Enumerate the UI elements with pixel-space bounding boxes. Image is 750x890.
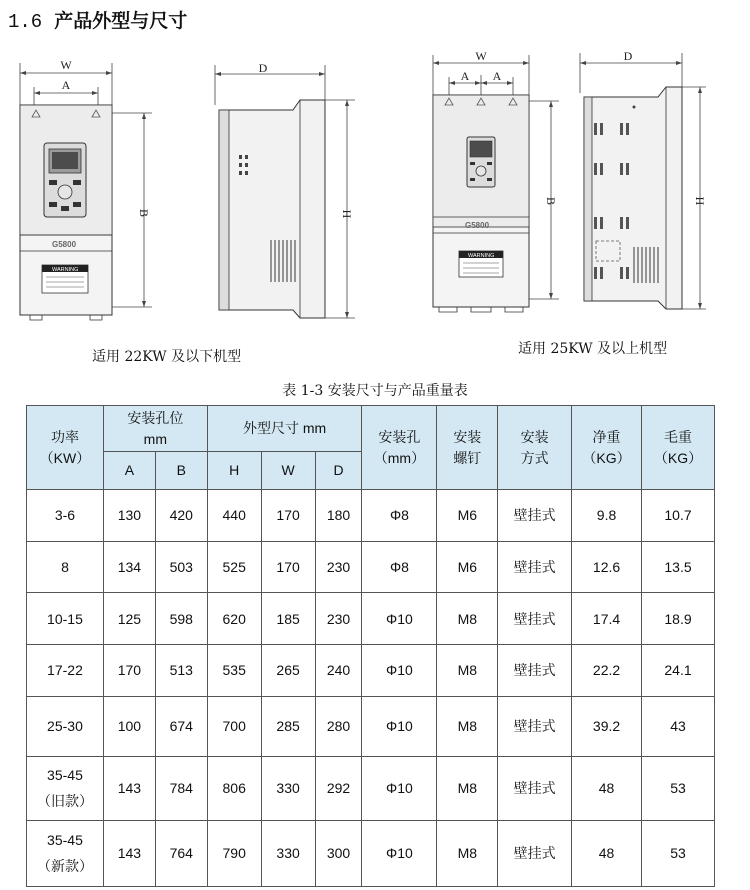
small-model-caption: 适用 22KW 及以下机型 (92, 349, 242, 365)
cell-w: 330 (261, 820, 315, 886)
cell-a: 100 (103, 696, 155, 756)
cell-hole: Φ10 (362, 645, 437, 697)
table-row (27, 820, 715, 886)
cell-d: 230 (315, 541, 362, 593)
cell-method: 壁挂式 (498, 645, 572, 697)
header-mount-group: 安装孔位 mm (103, 406, 207, 452)
cell-a: 143 (103, 756, 155, 820)
cell-d: 292 (315, 756, 362, 820)
cell-w: 265 (261, 645, 315, 697)
cell-b: 513 (155, 645, 207, 697)
cell-b: 503 (155, 541, 207, 593)
cell-net: 9.8 (572, 490, 642, 542)
header-a: A (103, 452, 155, 490)
cell-screw: M6 (437, 541, 498, 593)
large-front-b-label: B (544, 196, 558, 206)
cell-net: 39.2 (572, 696, 642, 756)
header-outline-group: 外型尺寸 mm (207, 406, 362, 452)
cell-h: 700 (207, 696, 261, 756)
cell-power: 17-22 (27, 645, 104, 697)
table-row (27, 541, 715, 593)
cell-b: 784 (155, 756, 207, 820)
header-w: W (261, 452, 315, 490)
header-h: H (207, 452, 261, 490)
table-row (27, 593, 715, 645)
cell-method: 壁挂式 (498, 696, 572, 756)
cell-hole: Φ10 (362, 696, 437, 756)
large-front-brand: G5800 (465, 221, 490, 230)
cell-net: 48 (572, 756, 642, 820)
cell-method: 壁挂式 (498, 820, 572, 886)
cell-hole: Φ8 (362, 541, 437, 593)
cell-screw: M8 (437, 593, 498, 645)
cell-a: 143 (103, 820, 155, 886)
cell-hole: Φ10 (362, 756, 437, 820)
cell-a: 170 (103, 645, 155, 697)
cell-gross: 24.1 (642, 645, 715, 697)
cell-power: 10-15 (27, 593, 104, 645)
cell-screw: M8 (437, 696, 498, 756)
cell-d: 280 (315, 696, 362, 756)
header-method: 安装 方式 (498, 406, 572, 490)
header-screw: 安装 螺钉 (437, 406, 498, 490)
header-d: D (315, 452, 362, 490)
cell-hole: Φ8 (362, 490, 437, 542)
cell-net: 22.2 (572, 645, 642, 697)
cell-h: 525 (207, 541, 261, 593)
cell-method: 壁挂式 (498, 593, 572, 645)
cell-h: 806 (207, 756, 261, 820)
large-side-view-drawing (572, 45, 712, 320)
cell-power: 35-45 （旧款） (27, 756, 104, 820)
cell-power: 8 (27, 541, 104, 593)
section-number: 1.6 (8, 11, 43, 33)
small-side-d-label: D (258, 61, 268, 75)
cell-hole: Φ10 (362, 820, 437, 886)
section-heading (8, 6, 187, 33)
cell-w: 185 (261, 593, 315, 645)
cell-power: 35-45 （新款） (27, 820, 104, 886)
small-side-h-label: H (340, 209, 354, 219)
large-front-warning: WARNING (468, 253, 495, 259)
header-hole: 安装孔 （mm） (362, 406, 437, 490)
cell-h: 620 (207, 593, 261, 645)
cell-hole: Φ10 (362, 593, 437, 645)
table-row (27, 756, 715, 820)
cell-d: 230 (315, 593, 362, 645)
cell-d: 180 (315, 490, 362, 542)
small-front-b-label: B (137, 208, 151, 218)
small-front-brand: G5800 (52, 240, 77, 249)
cell-d: 240 (315, 645, 362, 697)
spec-table (26, 405, 715, 887)
small-front-view-drawing (12, 55, 152, 330)
cell-gross: 43 (642, 696, 715, 756)
cell-gross: 18.9 (642, 593, 715, 645)
table-row (27, 490, 715, 542)
cell-screw: M8 (437, 645, 498, 697)
cell-b: 598 (155, 593, 207, 645)
header-gross-weight: 毛重 （KG） (642, 406, 715, 490)
large-front-a2-label: A (492, 69, 502, 83)
cell-screw: M6 (437, 490, 498, 542)
cell-w: 285 (261, 696, 315, 756)
cell-h: 790 (207, 820, 261, 886)
table-row (27, 645, 715, 697)
cell-gross: 53 (642, 756, 715, 820)
table-title: 表 1-3 安装尺寸与产品重量表 (282, 383, 468, 399)
large-front-a1-label: A (460, 69, 470, 83)
cell-a: 134 (103, 541, 155, 593)
cell-d: 300 (315, 820, 362, 886)
cell-screw: M8 (437, 756, 498, 820)
large-front-view-drawing (425, 45, 565, 320)
large-side-d-label: D (623, 49, 633, 63)
cell-method: 壁挂式 (498, 490, 572, 542)
cell-power: 3-6 (27, 490, 104, 542)
cell-gross: 10.7 (642, 490, 715, 542)
table-row (27, 696, 715, 756)
header-b: B (155, 452, 207, 490)
small-front-w-label: W (60, 58, 72, 72)
small-front-warning: WARNING (52, 267, 79, 273)
cell-method: 壁挂式 (498, 541, 572, 593)
large-front-w-label: W (475, 49, 487, 63)
header-net-weight: 净重 （KG） (572, 406, 642, 490)
cell-gross: 13.5 (642, 541, 715, 593)
small-front-a-label: A (61, 78, 71, 92)
large-model-caption: 适用 25KW 及以上机型 (518, 341, 668, 357)
cell-power: 25-30 (27, 696, 104, 756)
cell-w: 170 (261, 541, 315, 593)
cell-method: 壁挂式 (498, 756, 572, 820)
cell-w: 170 (261, 490, 315, 542)
cell-b: 420 (155, 490, 207, 542)
cell-b: 764 (155, 820, 207, 886)
cell-screw: M8 (437, 820, 498, 886)
cell-h: 535 (207, 645, 261, 697)
cell-h: 440 (207, 490, 261, 542)
section-title: 产品外型与尺寸 (54, 10, 188, 32)
small-side-view-drawing (205, 60, 375, 330)
cell-net: 17.4 (572, 593, 642, 645)
header-power: 功率 （KW） (27, 406, 104, 490)
cell-a: 125 (103, 593, 155, 645)
cell-net: 48 (572, 820, 642, 886)
cell-gross: 53 (642, 820, 715, 886)
cell-b: 674 (155, 696, 207, 756)
cell-a: 130 (103, 490, 155, 542)
cell-w: 330 (261, 756, 315, 820)
cell-net: 12.6 (572, 541, 642, 593)
large-side-h-label: H (693, 196, 707, 206)
